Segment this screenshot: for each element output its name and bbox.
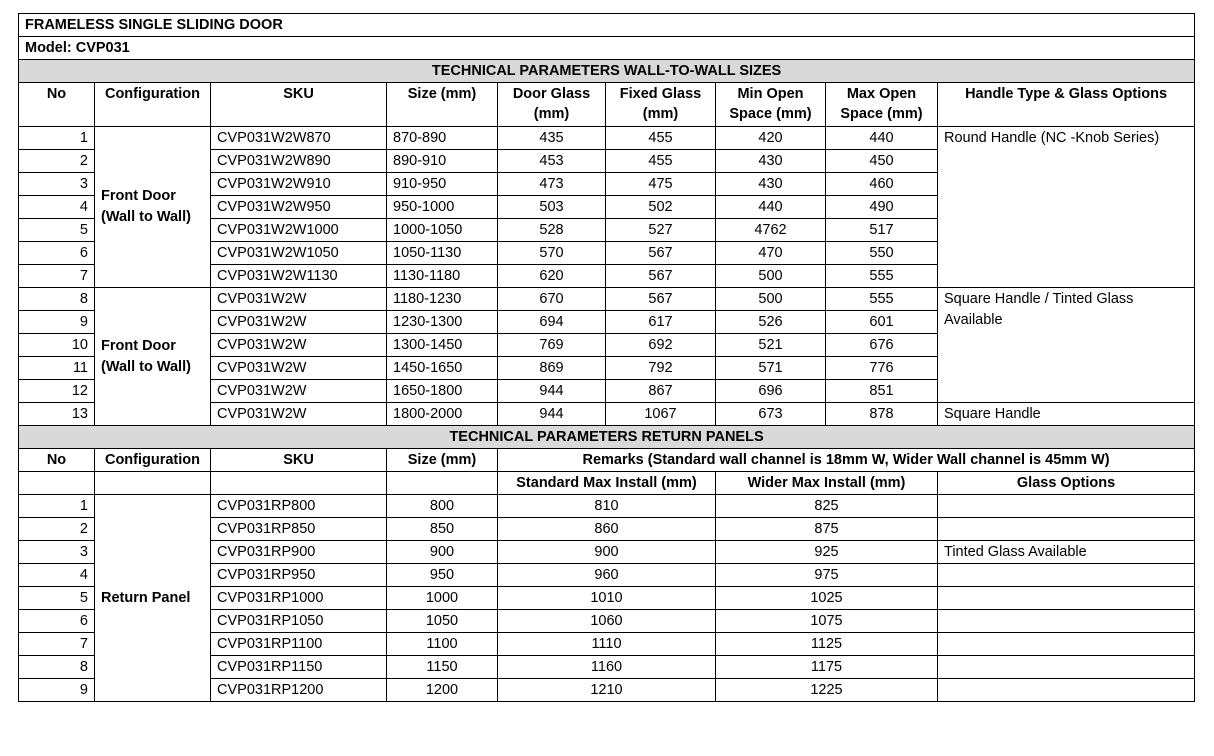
row-number: 2 [19,518,95,541]
size-cell: 1200 [387,679,498,702]
sku-cell: CVP031RP1050 [211,610,387,633]
row-number: 1 [19,127,95,150]
sku-cell: CVP031W2W1130 [211,265,387,288]
standard-install-cell: 860 [498,518,716,541]
size-cell: 910-950 [387,173,498,196]
row-number: 8 [19,656,95,679]
sku-cell: CVP031W2W [211,403,387,426]
fixed-glass-cell: 475 [606,173,716,196]
max-open-cell: 601 [826,311,938,334]
row-number: 10 [19,334,95,357]
header-min-open: Min Open Space (mm) [716,83,826,127]
return-section-heading: TECHNICAL PARAMETERS RETURN PANELS [19,426,1195,449]
glass-options-cell [938,518,1195,541]
standard-install-cell: 1110 [498,633,716,656]
size-cell: 950-1000 [387,196,498,219]
glass-options-cell [938,633,1195,656]
row-number: 4 [19,564,95,587]
wall-header-row [19,83,1195,127]
size-cell: 1650-1800 [387,380,498,403]
fixed-glass-cell: 502 [606,196,716,219]
row-number: 5 [19,219,95,242]
size-cell: 1000-1050 [387,219,498,242]
row-number: 11 [19,357,95,380]
glass-options-cell [938,679,1195,702]
max-open-cell: 440 [826,127,938,150]
header-remarks: Remarks (Standard wall channel is 18mm W, Wider Wall channel is 45mm W) [498,449,1195,472]
size-cell: 800 [387,495,498,518]
model-label: Model: CVP031 [19,37,1195,60]
row-number: 6 [19,610,95,633]
configuration-cell: Front Door (Wall to Wall) [95,127,211,288]
max-open-cell: 851 [826,380,938,403]
header-configuration: Configuration [95,83,211,127]
empty-cell [19,472,95,495]
fixed-glass-cell: 527 [606,219,716,242]
sku-cell: CVP031W2W950 [211,196,387,219]
sku-cell: CVP031W2W1050 [211,242,387,265]
row-number: 7 [19,265,95,288]
fixed-glass-cell: 567 [606,265,716,288]
empty-cell [211,472,387,495]
size-cell: 1050-1130 [387,242,498,265]
sku-cell: CVP031W2W1000 [211,219,387,242]
sku-cell: CVP031RP1000 [211,587,387,610]
door-glass-cell: 694 [498,311,606,334]
row-number: 2 [19,150,95,173]
return-header-row [19,449,1195,472]
sku-cell: CVP031W2W [211,311,387,334]
max-open-cell: 555 [826,265,938,288]
min-open-cell: 470 [716,242,826,265]
sku-cell: CVP031W2W890 [211,150,387,173]
max-open-cell: 550 [826,242,938,265]
fixed-glass-cell: 792 [606,357,716,380]
fixed-glass-cell: 567 [606,288,716,311]
max-open-cell: 460 [826,173,938,196]
header-standard-install: Standard Max Install (mm) [498,472,716,495]
size-cell: 850 [387,518,498,541]
door-glass-cell: 503 [498,196,606,219]
header-configuration: Configuration [95,449,211,472]
wider-install-cell: 875 [716,518,938,541]
header-door-glass: Door Glass (mm) [498,83,606,127]
row-number: 1 [19,495,95,518]
header-no: No [19,449,95,472]
glass-options-cell [938,656,1195,679]
table-row [19,495,1195,518]
handle-options-cell: Square Handle / Tinted Glass Available [938,288,1195,403]
fixed-glass-cell: 455 [606,127,716,150]
wider-install-cell: 975 [716,564,938,587]
min-open-cell: 430 [716,150,826,173]
door-glass-cell: 944 [498,403,606,426]
wall-section-heading: TECHNICAL PARAMETERS WALL-TO-WALL SIZES [19,60,1195,83]
row-number: 13 [19,403,95,426]
max-open-cell: 878 [826,403,938,426]
size-cell: 1100 [387,633,498,656]
wider-install-cell: 1025 [716,587,938,610]
min-open-cell: 500 [716,288,826,311]
sku-cell: CVP031W2W [211,334,387,357]
row-number: 9 [19,679,95,702]
size-cell: 1130-1180 [387,265,498,288]
spec-table [18,13,1195,702]
door-glass-cell: 769 [498,334,606,357]
door-glass-cell: 528 [498,219,606,242]
door-glass-cell: 473 [498,173,606,196]
size-cell: 1450-1650 [387,357,498,380]
wider-install-cell: 925 [716,541,938,564]
configuration-cell: Front Door (Wall to Wall) [95,288,211,426]
wider-install-cell: 1175 [716,656,938,679]
sku-cell: CVP031RP850 [211,518,387,541]
door-glass-cell: 453 [498,150,606,173]
max-open-cell: 776 [826,357,938,380]
max-open-cell: 490 [826,196,938,219]
header-no: No [19,83,95,127]
standard-install-cell: 900 [498,541,716,564]
min-open-cell: 526 [716,311,826,334]
size-cell: 890-910 [387,150,498,173]
sku-cell: CVP031RP1150 [211,656,387,679]
size-cell: 950 [387,564,498,587]
min-open-cell: 696 [716,380,826,403]
table-row [19,288,1195,311]
header-sku: SKU [211,449,387,472]
min-open-cell: 500 [716,265,826,288]
glass-options-cell: Tinted Glass Available [938,541,1195,564]
max-open-cell: 450 [826,150,938,173]
sku-cell: CVP031W2W [211,357,387,380]
standard-install-cell: 1160 [498,656,716,679]
header-wider-install: Wider Max Install (mm) [716,472,938,495]
sku-cell: CVP031RP1100 [211,633,387,656]
min-open-cell: 673 [716,403,826,426]
door-glass-cell: 570 [498,242,606,265]
header-max-open: Max Open Space (mm) [826,83,938,127]
row-number: 6 [19,242,95,265]
sku-cell: CVP031RP1200 [211,679,387,702]
sku-cell: CVP031W2W870 [211,127,387,150]
glass-options-cell [938,587,1195,610]
glass-options-cell [938,610,1195,633]
fixed-glass-cell: 455 [606,150,716,173]
row-number: 3 [19,173,95,196]
wider-install-cell: 1125 [716,633,938,656]
wider-install-cell: 825 [716,495,938,518]
fixed-glass-cell: 1067 [606,403,716,426]
min-open-cell: 440 [716,196,826,219]
standard-install-cell: 1010 [498,587,716,610]
sku-cell: CVP031RP950 [211,564,387,587]
size-cell: 1050 [387,610,498,633]
standard-install-cell: 1210 [498,679,716,702]
row-number: 5 [19,587,95,610]
door-glass-cell: 944 [498,380,606,403]
sku-cell: CVP031W2W910 [211,173,387,196]
header-handle-options: Handle Type & Glass Options [938,83,1195,127]
header-sku: SKU [211,83,387,127]
max-open-cell: 676 [826,334,938,357]
header-size: Size (mm) [387,83,498,127]
standard-install-cell: 960 [498,564,716,587]
standard-install-cell: 1060 [498,610,716,633]
document-title: FRAMELESS SINGLE SLIDING DOOR [19,14,1195,37]
fixed-glass-cell: 867 [606,380,716,403]
wider-install-cell: 1075 [716,610,938,633]
return-subheader-row [19,472,1195,495]
min-open-cell: 430 [716,173,826,196]
row-number: 9 [19,311,95,334]
min-open-cell: 521 [716,334,826,357]
header-glass-options: Glass Options [938,472,1195,495]
size-cell: 870-890 [387,127,498,150]
min-open-cell: 420 [716,127,826,150]
sku-cell: CVP031RP800 [211,495,387,518]
glass-options-cell [938,564,1195,587]
configuration-cell: Return Panel [95,495,211,702]
fixed-glass-cell: 567 [606,242,716,265]
size-cell: 1230-1300 [387,311,498,334]
empty-cell [95,472,211,495]
sku-cell: CVP031W2W [211,380,387,403]
header-size: Size (mm) [387,449,498,472]
max-open-cell: 555 [826,288,938,311]
size-cell: 1150 [387,656,498,679]
fixed-glass-cell: 692 [606,334,716,357]
size-cell: 1180-1230 [387,288,498,311]
min-open-cell: 4762 [716,219,826,242]
glass-options-cell [938,495,1195,518]
sku-cell: CVP031RP900 [211,541,387,564]
handle-options-cell: Square Handle [938,403,1195,426]
size-cell: 900 [387,541,498,564]
door-glass-cell: 869 [498,357,606,380]
size-cell: 1800-2000 [387,403,498,426]
fixed-glass-cell: 617 [606,311,716,334]
min-open-cell: 571 [716,357,826,380]
door-glass-cell: 670 [498,288,606,311]
row-number: 4 [19,196,95,219]
wider-install-cell: 1225 [716,679,938,702]
handle-options-cell: Round Handle (NC -Knob Series) [938,127,1195,288]
table-row [19,127,1195,150]
row-number: 12 [19,380,95,403]
door-glass-cell: 620 [498,265,606,288]
size-cell: 1300-1450 [387,334,498,357]
empty-cell [387,472,498,495]
door-glass-cell: 435 [498,127,606,150]
sku-cell: CVP031W2W [211,288,387,311]
row-number: 8 [19,288,95,311]
return-section-heading-row [19,426,1195,449]
max-open-cell: 517 [826,219,938,242]
row-number: 7 [19,633,95,656]
standard-install-cell: 810 [498,495,716,518]
size-cell: 1000 [387,587,498,610]
header-fixed-glass: Fixed Glass (mm) [606,83,716,127]
row-number: 3 [19,541,95,564]
